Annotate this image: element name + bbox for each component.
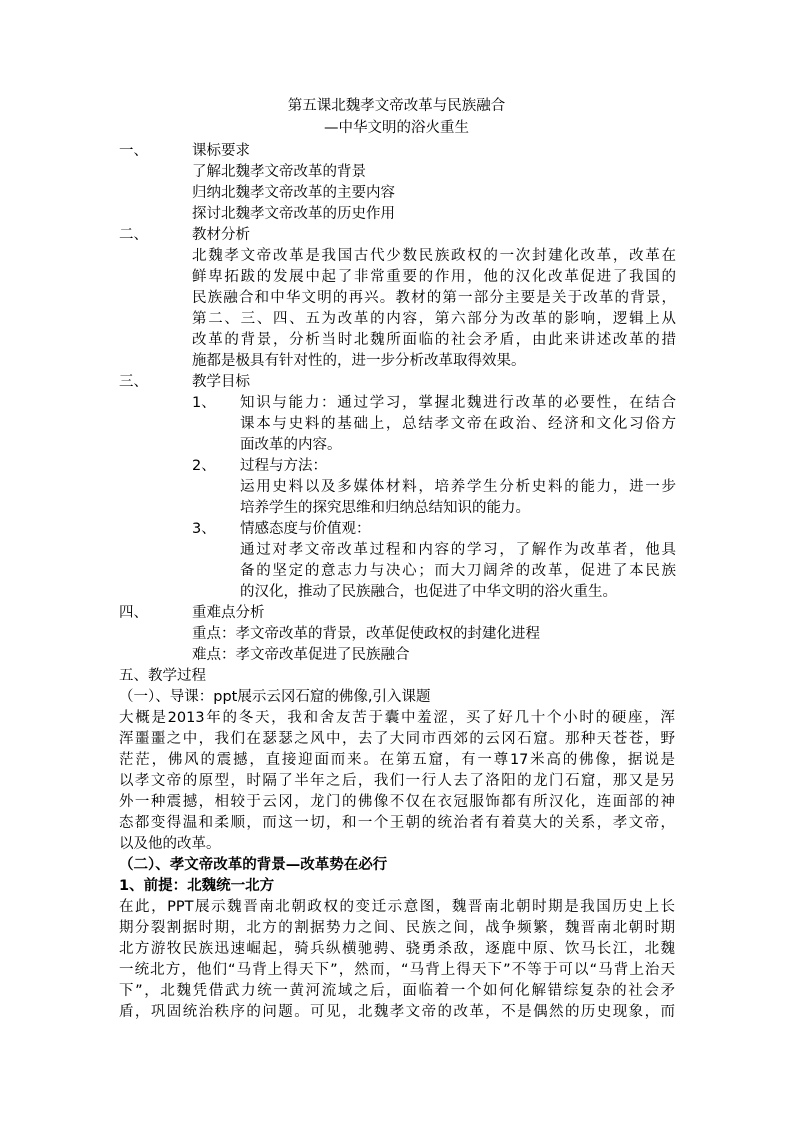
section-heading: 教材分析: [192, 227, 250, 243]
subsection-heading: 1、前提：北魏统一北方: [119, 878, 275, 894]
paragraph-line: 茫茫，佛风的震撼，直接迎面而来。在第五窟，有一尊17米高的佛像，据说是: [119, 752, 675, 768]
key-point: 重点：孝文帝改革的背景，改革促使政权的封建化进程: [192, 626, 540, 642]
difficult-point: 难点：孝文帝改革促进了民族融合: [192, 647, 410, 663]
paragraph-line: 知识与能力：通过学习，掌握北魏进行改革的必要性，在结合: [240, 395, 676, 411]
paragraph-line: 课本与史料的基础上，总结孝文帝在政治、经济和文化习俗方: [240, 416, 676, 432]
list-item: 探讨北魏孝文帝改革的历史作用: [192, 206, 395, 222]
paragraph-line: 第二、三、四、五为改革的内容，第六部分为改革的影响，逻辑上从: [192, 311, 676, 327]
list-item: 了解北魏孝文帝改革的背景: [192, 164, 366, 180]
paragraph-line: 外一种震撼，相较于云冈，龙门的佛像不仅在衣冠服饰都有所汉化，连面部的神: [119, 794, 675, 810]
section-heading: 教学目标: [192, 374, 250, 390]
paragraph-line: 态都变得温和柔顺，而这一切，和一个王朝的统治者有着莫大的关系，孝文帝，: [119, 815, 675, 831]
paragraph-line: 的汉化，推动了民族融合，也促进了中华文明的浴火重生。: [240, 584, 617, 600]
list-item: 归纳北魏孝文帝改革的主要内容: [192, 185, 395, 201]
paragraph-line: 培养学生的探究思维和归纳总结知识的能力。: [240, 500, 530, 516]
paragraph-line: 北方游牧民族迅速崛起，骑兵纵横驰骋、骁勇杀敌，逐鹿中原、饮马长江，北魏: [119, 941, 675, 957]
paragraph-line: 面改革的内容。: [240, 437, 342, 453]
section-number: 四、: [119, 605, 148, 621]
section-number: 一、: [119, 143, 148, 159]
goal-heading: 情感态度与价值观：: [240, 521, 371, 537]
section-heading: 重难点分析: [192, 605, 265, 621]
section-number: 二、: [119, 227, 148, 243]
paragraph-line: 以孝文帝的原型，时隔了半年之后，我们一行人去了洛阳的龙门石窟，那又是另: [119, 773, 675, 789]
section-heading: 课标要求: [192, 143, 250, 159]
section-number: 三、: [119, 374, 148, 390]
section-heading: 五、教学过程: [119, 668, 206, 684]
subsection-heading: （二）、孝文帝改革的背景—改革势在必行: [119, 857, 388, 873]
paragraph-line: 在此，PPT展示魏晋南北朝政权的变迁示意图，魏晋南北朝时期是我国历史上长: [119, 899, 675, 915]
goal-number: 2、: [192, 458, 216, 474]
goal-heading: 过程与方法：: [240, 458, 327, 474]
paragraph-line: 以及他的改革。: [119, 836, 221, 852]
subsection-heading: （一）、导课：ppt展示云冈石窟的佛像,引入课题: [119, 689, 431, 705]
document-title: 第五课北魏孝文帝改革与民族融合: [287, 98, 506, 114]
document-subtitle: —中华文明的浴火重生: [324, 120, 469, 136]
paragraph-line: 改革的背景，分析当时北魏所面临的社会矛盾，由此来讲述改革的措: [192, 332, 676, 348]
paragraph-line: 北魏孝文帝改革是我国古代少数民族政权的一次封建化改革，改革在: [192, 248, 676, 264]
goal-number: 1、: [192, 395, 216, 411]
paragraph-line: 鲜卑拓跋的发展中起了非常重要的作用，他的汉化改革促进了我国的: [192, 269, 676, 285]
paragraph-line: 大概是2013年的冬天，我和舍友苦于囊中羞涩，买了好几十个小时的硬座，浑: [119, 710, 675, 726]
paragraph-line: 运用史料以及多媒体材料，培养学生分析史料的能力，进一步: [240, 479, 676, 495]
paragraph-line: 一统北方，他们“马背上得天下”，然而，“马背上得天下”不等于可以“马背上治天: [119, 962, 675, 978]
paragraph-line: 通过对孝文帝改革过程和内容的学习，了解作为改革者，他具: [240, 542, 676, 558]
paragraph-line: 盾，巩固统治秩序的问题。可见，北魏孝文帝的改革，不是偶然的历史现象，而: [119, 1004, 675, 1020]
paragraph-line: 备的坚定的意志力与决心；而大刀阔斧的改革，促进了本民族: [240, 563, 676, 579]
paragraph-line: 下”，北魏凭借武力统一黄河流域之后，面临着一个如何化解错综复杂的社会矛: [119, 983, 675, 999]
paragraph-line: 浑噩噩之中，我们在瑟瑟之风中，去了大同市西郊的云冈石窟。那种天苍苍，野: [119, 731, 675, 747]
goal-number: 3、: [192, 521, 216, 537]
paragraph-line: 期分裂割据时期，北方的割据势力之间、民族之间，战争频繁，魏晋南北朝时期: [119, 920, 675, 936]
paragraph-line: 民族融合和中华文明的再兴。教材的第一部分主要是关于改革的背景，: [192, 290, 676, 306]
paragraph-line: 施都是极具有针对性的，进一步分析改革取得效果。: [192, 353, 526, 369]
